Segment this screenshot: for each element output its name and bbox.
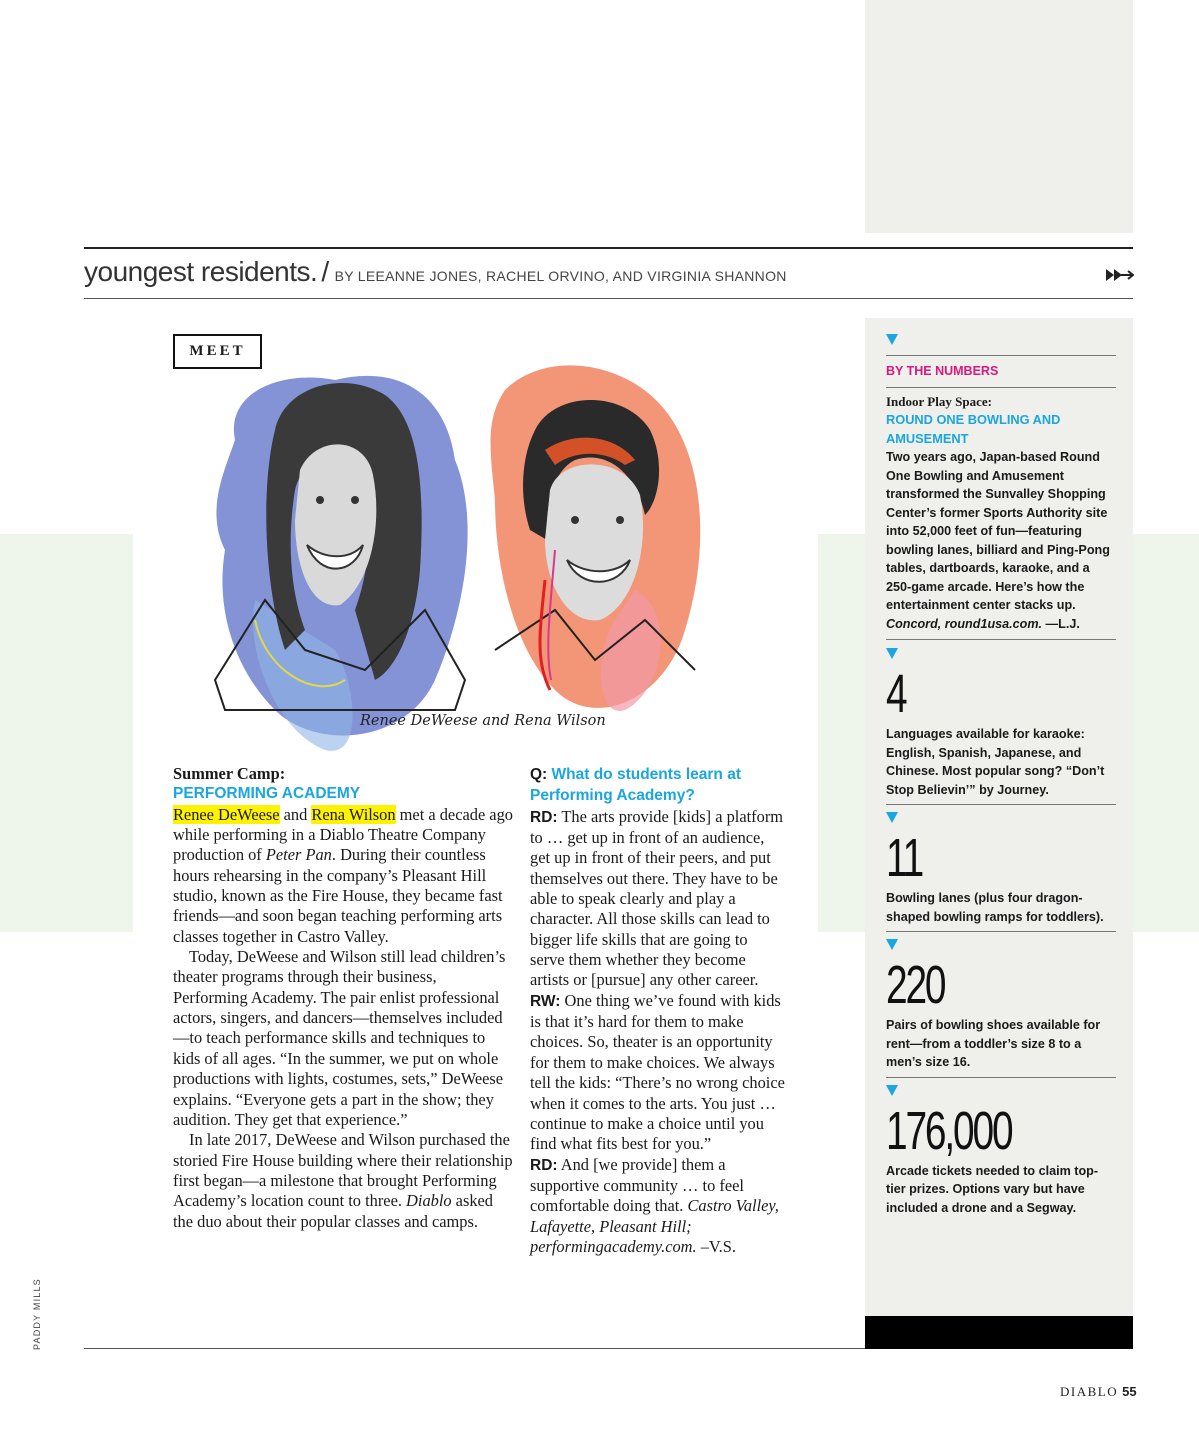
sidebar-intro: Two years ago, Japan-based Round One Bowling and Amusement transformed the Sunvalley Shopping Center’s former Sports Authority site into 52,000 feet of fun—featuring bowling lanes, billiard and Ping-Pong tables, dartboards, karaoke, and a 250-game arcade. Here’s how the entertainment center stacks up. Concord, round1usa.com. —L.J. bbox=[886, 450, 1110, 631]
triangle-marker-icon bbox=[886, 648, 898, 659]
top-right-block bbox=[865, 0, 1133, 233]
sidebar-rule bbox=[886, 804, 1116, 805]
stat-description: Pairs of bowling shoes available for rent—from a toddler’s size 8 to a men’s size 16. bbox=[886, 1018, 1101, 1069]
section-name: youngest residents. bbox=[84, 256, 318, 287]
stat-number: 220 bbox=[886, 955, 945, 1015]
mid-green-band bbox=[818, 534, 865, 932]
highlighted-name-1: Renee DeWeese bbox=[173, 804, 280, 824]
double-arrow-right-icon[interactable] bbox=[1104, 266, 1134, 284]
footer-rule bbox=[84, 1348, 865, 1349]
stat-block bbox=[886, 812, 1116, 932]
sidebar-subhead: Indoor Play Space: bbox=[886, 393, 992, 409]
sidebar-rule bbox=[886, 931, 1116, 932]
photo-credit: PADDY MILLS bbox=[32, 1278, 42, 1350]
stat-number: 11 bbox=[886, 828, 923, 888]
by-the-numbers-sidebar bbox=[886, 330, 1116, 1217]
article-column bbox=[173, 764, 513, 1232]
qa-answer-rw: RW: One thing we’ve found with kids is that it’s hard for them to make choices. So, theater is an opportunity for them to make choices. We always tell the kids: “There’s no wrong choice when it comes to the arts. You just … continue to make a choice until you find what fits best for you.” bbox=[530, 990, 785, 1154]
triangle-marker-icon bbox=[886, 1085, 898, 1096]
triangle-marker-icon bbox=[886, 939, 898, 950]
article-paragraph-1: Renee DeWeese and Rena Wilson met a decade ago while performing in a Diablo Theatre Company production of Peter Pan. During their countless hours rehearsing in the company’s Pleasant Hill studio, known as the Fire House, they became fast friends—and soon began teaching performing arts classes together in Castro Valley. bbox=[173, 804, 513, 946]
qa-answer-rd-2: RD: And [we provide] them a supportive community … to feel comfortable doing that. Castro Valley, Lafayette, Pleasant Hill; performingacademy.com. –V.S. bbox=[530, 1154, 779, 1256]
sidebar-black-bar bbox=[865, 1316, 1133, 1349]
sidebar-rule bbox=[886, 387, 1116, 388]
byline: BY LEEANNE JONES, RACHEL ORVINO, AND VIRGINIA SHANNON bbox=[334, 268, 787, 284]
stat-number: 4 bbox=[886, 664, 906, 724]
right-green-band bbox=[1133, 534, 1199, 932]
triangle-marker-icon bbox=[886, 812, 898, 823]
sidebar-rule bbox=[886, 1077, 1116, 1078]
qa-column bbox=[530, 764, 785, 1257]
stat-block bbox=[886, 648, 1116, 805]
stat-description: Arcade tickets needed to claim top-tier prizes. Options vary but have included a drone and a Segway. bbox=[886, 1163, 1099, 1215]
illustration-caption: Renee DeWeese and Rena Wilson bbox=[360, 713, 606, 729]
stat-block bbox=[886, 939, 1116, 1078]
sidebar-venue: ROUND ONE BOWLING AND AMUSEMENT bbox=[886, 412, 1061, 446]
stat-block bbox=[886, 1085, 1116, 1218]
stat-description: Bowling lanes (plus four dragon-shaped bowling ramps for toddlers). bbox=[886, 891, 1104, 924]
header-bottom-rule bbox=[84, 298, 1133, 299]
article-kicker: Summer Camp: bbox=[173, 764, 286, 783]
triangle-marker-icon bbox=[886, 334, 898, 345]
stat-number: 176,000 bbox=[886, 1100, 1012, 1161]
article-paragraph-2: Today, DeWeese and Wilson still lead children’s theater programs through their business, Performing Academy. The pair enlist professional actors, singers, and dancers—themselves included—to teach performance skills and techniques to kids of all ages. “In the summer, we put on whole productions with lights, costumes, sets,” DeWeese explains. “Everyone gets a part in the show; they audition. They get that experience.” bbox=[173, 947, 506, 1129]
portrait-illustration bbox=[195, 350, 715, 760]
section-slash: / bbox=[321, 256, 329, 287]
sidebar-rule bbox=[886, 639, 1116, 640]
sidebar-label: BY THE NUMBERS bbox=[886, 364, 999, 378]
section-header bbox=[84, 256, 787, 288]
left-green-band bbox=[0, 534, 133, 932]
article-paragraph-3: In late 2017, DeWeese and Wilson purchased the storied Fire House building where their relationship first began—a milestone that brought Performing Academy’s location count to three. Diablo asked the duo about their popular classes and camps. bbox=[173, 1130, 513, 1231]
page-number: 55 bbox=[1122, 1384, 1137, 1399]
sidebar-rule bbox=[886, 355, 1116, 356]
highlighted-name-2: Rena Wilson bbox=[311, 804, 396, 824]
qa-answer-rd-1: RD: The arts provide [kids] a platform to … get up in front of an audience, get up in front of their peers, and put themselves out there. They have to be able to speak clearly and play a character. All those skills can lead to bigger life skills that are going to serve them whether they become artists or [pursue] any other career. bbox=[530, 806, 784, 990]
header-top-rule bbox=[84, 247, 1133, 249]
article-title: PERFORMING ACADEMY bbox=[173, 785, 361, 803]
meet-label: MEET bbox=[173, 334, 262, 369]
stat-description: Languages available for karaoke: English, Spanish, Japanese, and Chinese. Most popular song? “Don’t Stop Believin’” by Journey. bbox=[886, 727, 1105, 797]
qa-question: Q: What do students learn at Performing Academy? bbox=[530, 766, 741, 805]
magazine-name: DIABLO bbox=[1060, 1384, 1119, 1399]
page-footer bbox=[1060, 1384, 1137, 1400]
